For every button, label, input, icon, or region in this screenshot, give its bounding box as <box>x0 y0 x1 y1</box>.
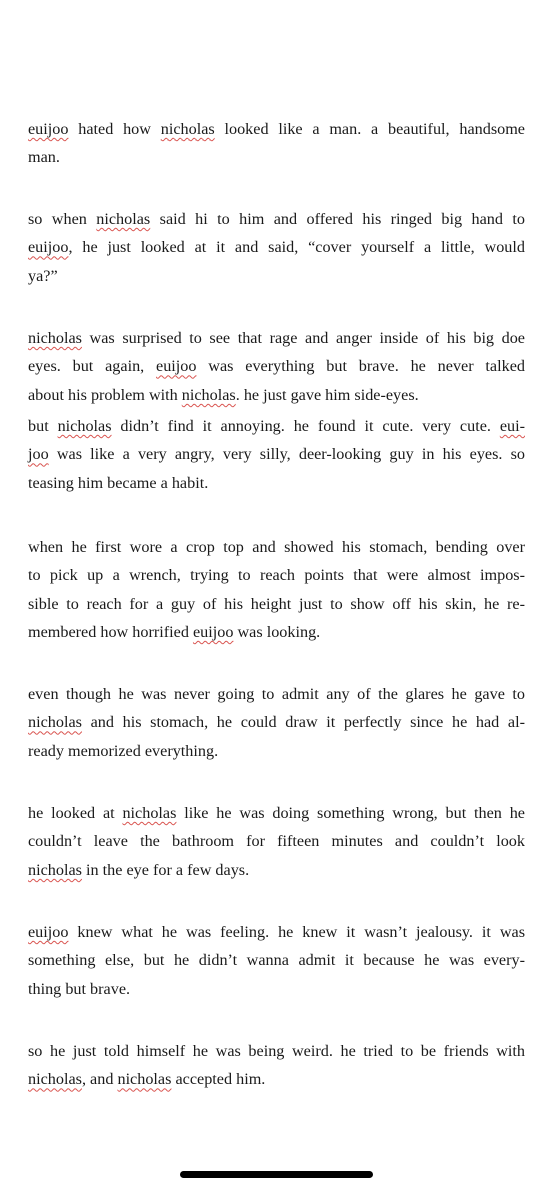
text-run: hated how <box>68 120 161 138</box>
text-line <box>28 143 525 171</box>
home-indicator-bar[interactable] <box>180 1171 373 1178</box>
text-line <box>28 115 525 143</box>
text-line <box>28 708 525 736</box>
misspelled-word: nicholas <box>181 385 236 404</box>
text-line <box>28 561 525 589</box>
misspelled-word: nicholas <box>96 210 151 228</box>
text-line <box>28 737 525 765</box>
misspelled-word: nicholas <box>122 804 177 822</box>
misspelled-word: euijoo <box>28 923 69 941</box>
text-run: so he just told himself he was being weird. he tried to be friends with <box>28 1042 525 1060</box>
misspelled-word: euijoo <box>156 357 197 376</box>
misspelled-word: nicholas <box>57 417 112 435</box>
text-line <box>28 381 525 409</box>
misspelled-word: euijoo <box>28 120 69 138</box>
text-run: even though he was never going to admit any of the glares he gave to <box>28 685 525 703</box>
text-run: ready memorized everything. <box>28 741 219 760</box>
text-run: didn’t find it annoying. he found it cute. very cute. <box>111 417 500 435</box>
text-run: in the eye for a few days. <box>81 860 250 879</box>
text-run: man. <box>28 148 60 167</box>
text-line <box>28 324 525 352</box>
text-run: , and <box>81 1070 118 1089</box>
paragraph <box>28 412 525 497</box>
text-line <box>28 1037 525 1065</box>
text-line <box>28 469 525 497</box>
text-run: so when <box>28 210 97 228</box>
text-run: . he just gave him side-eyes. <box>235 385 419 404</box>
misspelled-word: joo <box>28 445 49 464</box>
text-line <box>28 262 525 290</box>
text-run: to pick up a wrench, trying to reach points that were almost impos- <box>28 566 525 585</box>
misspelled-word: nicholas <box>117 1070 172 1089</box>
paragraph <box>28 1037 525 1094</box>
text-run: he looked at <box>28 804 123 822</box>
text-line <box>28 618 525 646</box>
text-line <box>28 975 525 1003</box>
text-run: ya?” <box>28 266 58 285</box>
text-line <box>28 1065 525 1093</box>
misspelled-word: nicholas <box>28 329 82 347</box>
misspelled-word: eui- <box>499 417 525 435</box>
text-run: was surprised to see that rage and anger inside of his big doe <box>81 329 525 347</box>
text-line <box>28 440 525 468</box>
text-line <box>28 680 525 708</box>
text-run: knew what he was feeling. he knew it wasn’t jealousy. it was <box>68 923 525 941</box>
text-run: , he just looked at it and said, “cover yourself a little, would <box>68 238 525 257</box>
text-run: was everything but brave. he never talked <box>196 357 525 376</box>
misspelled-word: euijoo <box>192 623 234 642</box>
misspelled-word: nicholas <box>28 1070 82 1089</box>
text-line <box>28 352 525 380</box>
paragraph <box>28 918 525 1003</box>
text-line <box>28 205 525 233</box>
text-run: membered how horrified <box>28 623 193 642</box>
text-run: something else, but he didn’t wanna admit it because he was every- <box>28 951 525 970</box>
text-run: but <box>28 417 58 435</box>
paragraph <box>28 115 525 172</box>
text-line <box>28 590 525 618</box>
paragraph <box>28 205 525 290</box>
text-line <box>28 533 525 561</box>
text-run: teasing him became a habit. <box>28 473 209 492</box>
text-line <box>28 233 525 261</box>
text-line <box>28 412 525 440</box>
paragraph <box>28 680 525 765</box>
text-line <box>28 946 525 974</box>
text-run: was like a very angry, very silly, deer-looking guy in his eyes. so <box>48 445 525 464</box>
paragraph <box>28 799 525 884</box>
text-run: when he first wore a crop top and showed his stomach, bending over <box>28 538 525 556</box>
misspelled-word: nicholas <box>160 120 215 138</box>
text-line <box>28 799 525 827</box>
text-line <box>28 918 525 946</box>
text-run: thing but brave. <box>28 979 131 998</box>
text-run: and his stomach, he could draw it perfectly since he had al- <box>81 713 525 732</box>
misspelled-word: euijoo <box>28 238 69 257</box>
text-run: like he was doing something wrong, but then he <box>176 804 525 822</box>
paragraph <box>28 324 525 409</box>
text-run: couldn’t leave the bathroom for fifteen minutes and couldn’t look <box>28 832 525 851</box>
text-run: about his problem with <box>28 385 182 404</box>
text-run: sible to reach for a guy of his height just to show off his skin, he re- <box>28 594 525 613</box>
text-run: accepted him. <box>171 1070 266 1089</box>
text-run: was looking. <box>233 623 321 642</box>
paragraph <box>28 533 525 647</box>
text-run: looked like a man. a beautiful, handsome <box>214 120 525 138</box>
text-line <box>28 827 525 855</box>
text-run: said hi to him and offered his ringed big hand to <box>150 210 525 228</box>
text-line <box>28 856 525 884</box>
misspelled-word: nicholas <box>28 860 82 879</box>
text-run: eyes. but again, <box>28 357 157 376</box>
misspelled-word: nicholas <box>28 713 82 732</box>
